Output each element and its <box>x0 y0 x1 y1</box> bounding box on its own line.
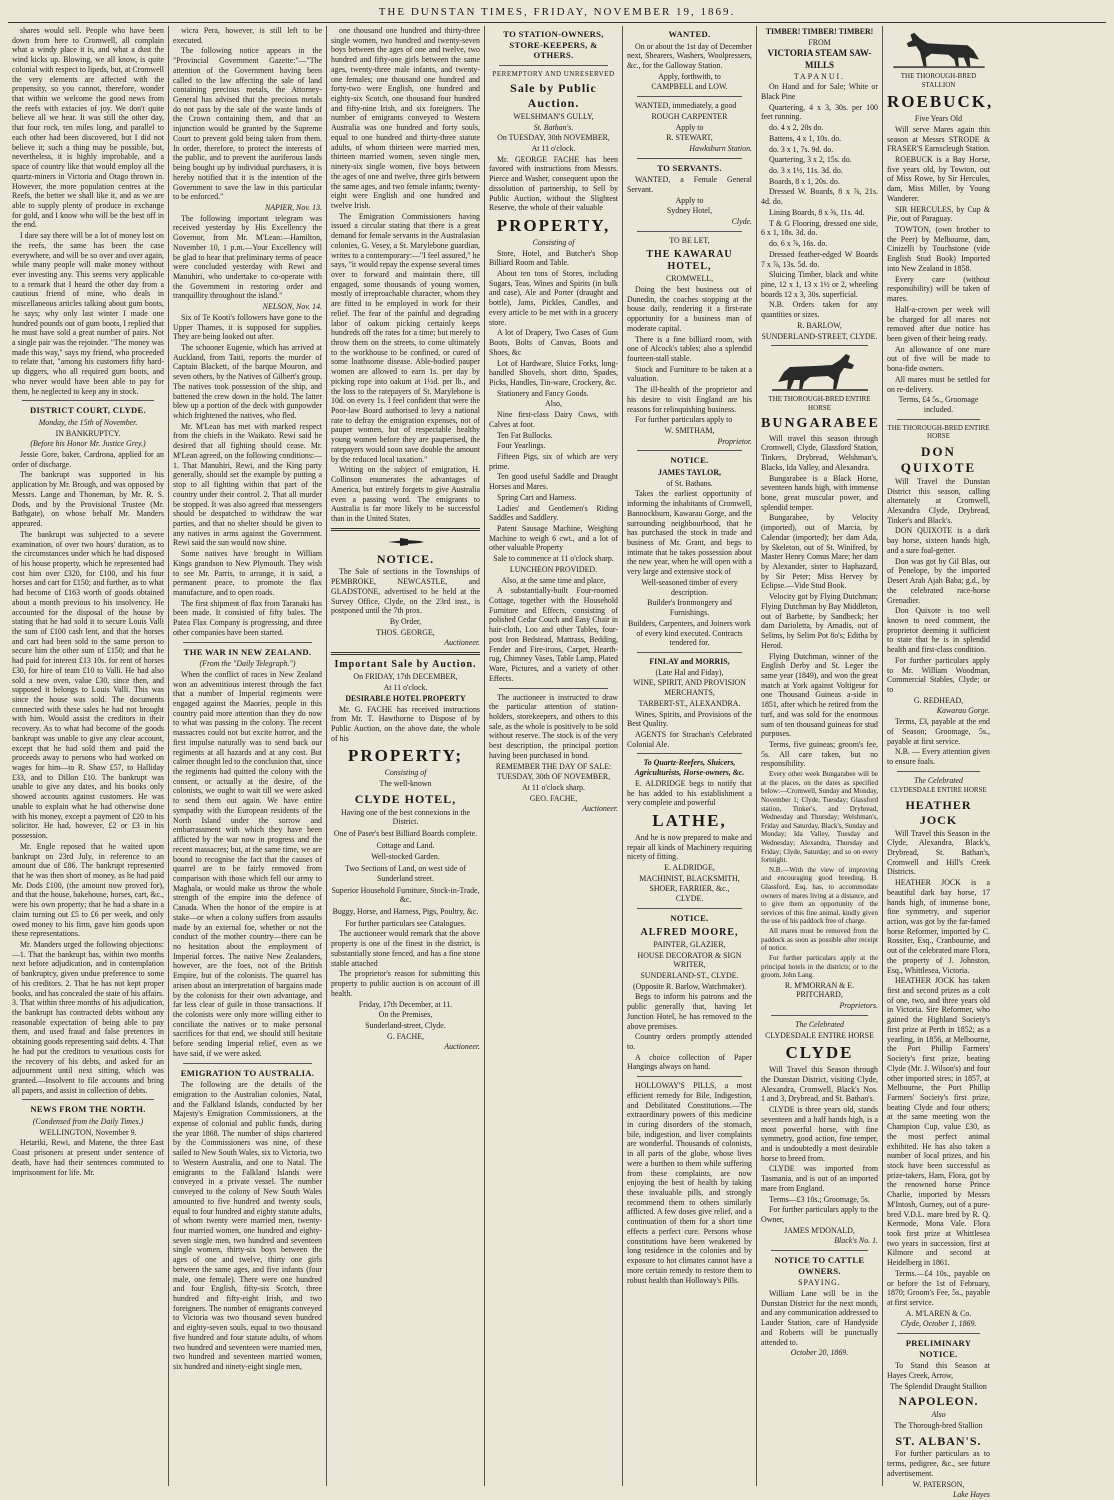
ad-text: SIR HERCULES, by Cup & Pie, out of Paraguay. <box>887 204 990 224</box>
luncheon-note: LUNCHEON PROVIDED. <box>509 564 598 574</box>
sale-heading: Sale by Public Auction. <box>510 81 597 111</box>
heading-preliminary-notice: PRELIMINARY NOTICE. <box>905 1338 972 1359</box>
heading-servants: TO SERVANTS. <box>657 162 722 173</box>
court-date: Monday, the 15th of November. <box>38 417 138 427</box>
ad-text: All mares must be settled for on re-delivery. <box>887 374 990 394</box>
divider <box>637 96 742 97</box>
notice-role: Auctioneer. <box>444 638 480 648</box>
list-item: Nine first-class Dairy Cows, with Calves at foot. <box>489 410 618 429</box>
list-item: Fifteen Pigs, six of which are very prime. <box>489 451 618 471</box>
sale-time: At 11 o'clock. <box>383 683 428 693</box>
to-be-let: TO BE LET, <box>669 235 710 245</box>
ad-text: On or about the 1st day of December next, Shearers, Washers, Woolpressers, &c., for the Galloway Station. <box>627 41 752 70</box>
heading-quartz-reefers: To Quartz-Reefers, Sluicers, Agriculturists, Horse-owners, &c. <box>634 758 745 778</box>
divider <box>897 771 980 772</box>
timber-from: FROM <box>808 37 831 47</box>
price-line: do. 4 x 2, 20s do. <box>769 123 824 133</box>
price-line: do. 6 x ⅞, 16s. do. <box>769 239 828 249</box>
ad-text: Velocity got by Flying Dutchman; Flying Dutchman by Bay Middleton, out of Barbette, by Sandbeck; her dam Darioletta, by Amadis, out of Selims, by Selim Pot 8o's; Editha by Herod. <box>761 592 878 650</box>
divider <box>183 642 312 643</box>
celebrated: The Celebrated <box>795 1019 844 1029</box>
price-line: Battens, 4 x 1, 10s. do. <box>769 133 842 143</box>
ad-text: And he is now prepared to make and repair all kinds of Machinery requiring nicety of fitting. <box>627 832 752 862</box>
ad-text: N.B.—With the view of improving and encouraging good breeding, H. Glassford, Esq. has, to accommodate owners of mares living at a distance, and to give them an opportunity of the services of this fine animal, kindly given the use of his paddock free of charge. <box>761 865 878 926</box>
sale-subplace: St. Bathan's. <box>533 122 574 132</box>
consisting-of: Consisting of <box>384 768 427 778</box>
article-text: Writing on the subject of emigration, H. Collinson enumerates the advantages of America, but entirely forgets to give Australia even a passing word. The emigrants to Australia is far more likely to be successful than in the United States. <box>331 465 480 523</box>
horse-heading: CLYDESDALE ENTIRE HORSE <box>890 786 987 795</box>
commence-note: Sale to commence at 11 o'clock sharp. <box>493 554 614 564</box>
also-note: Also, at the same time and place, <box>501 575 606 585</box>
ad-text: Bungarabee is a Black Horse, seventeen hands high, with immense bone, great muscular power, and splendid temper. <box>761 473 878 512</box>
divider <box>637 652 742 653</box>
price-line: Dressed feather-edged W Boards 7 x ⅞, 13s. 5d. do. <box>761 249 878 269</box>
ad-signature: CAMPBELL and LOW. <box>651 82 728 92</box>
terms: Terms—£3 10s.; Groomage, 5s. <box>769 1194 870 1204</box>
ad-signature: E. ALDRIDGE, <box>664 863 715 873</box>
heading-notice: NOTICE. <box>376 551 435 566</box>
price-line: Quartering, 4 x 3, 30s. per 100 feet running. <box>761 102 878 122</box>
property-heading: PROPERTY; <box>347 746 463 766</box>
dateline: NAPIER, Nov. 13. <box>264 202 322 212</box>
sawmills-place: TAPANUI. <box>793 71 846 81</box>
horse-engraving-icon <box>891 29 987 69</box>
article-text: Hetariki, Rewi, and Matene, the three East Coast prisoners at present under sentence of death, have had their sentences commuted to imprisonment for life. Mr. <box>12 1138 164 1177</box>
ad-role: Proprietors. <box>839 1001 878 1011</box>
list-item: Store, Hotel, and Butcher's Shop Billiard Room and Table. <box>489 248 618 268</box>
ad-text: On Hand and for Sale; White or Black Pine <box>761 82 878 101</box>
article-text: Mr. Engle reposed that he waited upon bankrupt on 23rd July, in reference to an amount due of £86. The bankrupt represented that he was then short of money, as he had paid Mr. Dods £100, (the amount now proved for), and that the house, bakehouse, horses, cart, &c., were his own property; that he had a share in a claim turning out £5 to £6 per week, and only owed money to his firm, gave him goods upon these representations. <box>12 841 164 939</box>
divider <box>637 1076 742 1077</box>
terms: Terms, £4 5s., Groomage included. <box>898 395 979 414</box>
article-text: Jessie Gore, baker, Cardrona, applied for an order of discharge. <box>12 450 164 469</box>
article-text: one thousand one hundred and thirty-three single women, two hundred and twenty-seven boys between the ages of one and twelve, two hundred and fifty-one girls between the same ages, twenty-three male infants, and twenty-one females; one thousand one hundred and forty-two were English, one hundred and eighty-six Scotch, one thousand four hundred and fifty-nine Irish, and six foreigners. The number of emigrants conveyed to Western Australia was one hundred and forty souls, equal to one hundred and thirty-three statute adults, of whom thirteen were married men, thirteen married women, seven single men, ninety-six single women, five boys between the ages of one and twelve, three girls between the same ages, and two female infants; twenty-eight were English and one hundred and twelve Irish. <box>331 26 480 210</box>
divider <box>183 1063 312 1064</box>
ad-trade: HOUSE DECORATOR & SIGN WRITER, <box>637 950 742 970</box>
divider <box>637 231 742 232</box>
also-note: Also <box>931 1410 946 1420</box>
list-item: Stationery and Fancy Goods. <box>497 388 589 398</box>
horse-heading: THE THOROUGH-BRED ENTIRE HORSE <box>768 395 871 412</box>
auctioneer-role: Auctioneer. <box>444 1042 480 1052</box>
price-line: Sluicing Timber, black and white pine, 12 x 1, 13 x 1½ or 2, wheeling boards 12 x 3, 30s. superficial. <box>761 270 878 299</box>
price-line: do. 3 x 1, 7s. 9d. do. <box>769 144 834 154</box>
stallion-heading: THE THOROUGH-BRED STALLION <box>900 72 977 89</box>
well-known: The well-known <box>379 779 432 789</box>
don-quixote-name: DON QUIXOTE <box>900 443 977 475</box>
ad-text: For further particulars apply at the principal hotels in the districts; or to the groom, John Lang. <box>761 953 878 980</box>
heading-important-sale: Important Sale by Auction. <box>334 659 477 671</box>
ad-text: Terms, five guineas; groom's fee, 5s. All care taken, but no responsibility. <box>761 739 878 769</box>
list-item: Buggy, Horse, and Harness, Pigs, Poultry, &c. <box>332 907 479 917</box>
divider <box>637 158 742 159</box>
masthead: THE DUNSTAN TIMES, FRIDAY, NOVEMBER 19, 1869. <box>8 6 1106 23</box>
ad-sub: (Opposite R. Barlow, Watchmaker). <box>632 981 747 991</box>
sale-time: At 11 o'clock. <box>531 143 576 153</box>
sale-heading: DESIRABLE HOTEL PROPERTY <box>345 693 466 703</box>
column-2 <box>168 26 326 1486</box>
ad-apply: Apply to <box>675 195 704 205</box>
ad-text: CLYDE was imported from Tasmania, and is out of an imported mare from England. <box>761 1164 878 1193</box>
column-4 <box>484 26 622 1486</box>
ad-name: JAMES TAYLOR, <box>658 468 721 477</box>
ad-text: Half-a-crown per week will be charged for all mares not removed after due notice has been given of their being ready. <box>887 304 990 343</box>
remember-note: REMEMBER THE DAY OF SALE: <box>495 761 612 771</box>
ad-text: E. ALDRIDGE begs to notify that he has added to his establishment a very complete and powerful <box>627 778 752 808</box>
article-text: Some natives have brought in William Kings grandson to New Plymouth. They wish to see Mr. Parris, to arrange, it is said, a permanent peace, to promote the flax manufacture, and to open roads. <box>173 549 322 597</box>
ad-text: Don Quixote is too well known to need comment, the proprietor deeming it sufficient to state that he is in splendid health and first-class condition. <box>887 606 990 655</box>
article-text: Mr. Manders urged the following objections:—1. That the bankrupt has, within two months next before adjudication, and in contemplation of bankruptcy, given undue preference to some of his creditors. 2. That he has not kept proper books, and has concealed the state of his affairs. 3. That within three months of his adjudication, the bankrupt has contracted debts without any reasonable expectation of being able to pay them, and used fraud and false pretences in obtaining goods representing said debts. 4. That he had put the creditors to vexatious costs for the recovery of his debts, and asked for an adjournment until next sitting, which was granted.—Insolvent to file accounts and bring all papers, and assist in collection of debts. <box>12 939 164 1095</box>
article-text: I dare say there will be a lot of money lost on the reefs, the same has been the case everywhere, and will be so over and over again, while many people will make money without ever investing any. This seems very applicable to a remark that I heard the other day from a cautious friend of mine, who deals in miscellaneous articles talking about gum boots, he says; why only last winter I made one hundred pounds out of gum boots, I replied that he must have sold a great number of pairs. Not a single pair was the rejoinder. "The money was made this way," says my friend, who proceeded to relate that, "among his customers fifty hard-up diggers, who all required gum boots, and who never would have been able to pay for them, he neglected to keep any in stock. <box>12 231 164 396</box>
court-before: (Before his Honor Mr. Justice Grey.) <box>30 439 146 449</box>
war-source: (From the "Daily Telegraph.") <box>199 659 296 669</box>
ad-text: Country orders promptly attended to. <box>627 1032 752 1051</box>
ad-text: Stock and Furniture to be taken at a valuation. <box>627 364 752 384</box>
sale-place: WELSHMAN'S GULLY, <box>513 111 594 121</box>
ad-trade: PAINTER, GLAZIER, <box>653 939 726 949</box>
roebuck-age: Five Years Old <box>914 114 963 124</box>
ad-text: N.B. — Every attention given to ensure foals. <box>887 747 990 766</box>
ad-text: The ill-health of the proprietor and his desire to visit England are his reasons for relinquishing business. <box>627 385 752 414</box>
ad-text: To Stand this Season at Hayes Creek, Arrow, <box>887 1361 990 1381</box>
sale-date-repeat: Friday, 17th December, at 11. <box>358 999 453 1009</box>
notice-by: By Order, <box>389 617 422 626</box>
ad-text: Every care (without responsibility) will be taken of mares. <box>887 274 990 304</box>
price-line: Lining Boards, 8 x ⅝, 11s. 4d. <box>769 207 865 217</box>
ad-text: Will Travel this Season through the Dunstan District, visiting Clyde, Alexandra, Cromwell, Black's Nos. 1 and 3, Drybread, and St. Bathan's. <box>761 1065 878 1104</box>
ad-place: SUNDERLAND-ST., CLYDE. <box>640 970 739 980</box>
ad-sub: The Thorough-bred Stallion <box>894 1420 983 1430</box>
article-text: Mr. M'Lean has met with marked respect from the chiefs in the Waikato. Rewi said he desired that all fighting should cease. Mr. M'Lean agreed, on the following conditions:—1. That Manuhiri, Rewi, and the King party generally, should set the example by putting a stop to all fighting within that part of the country under their control. 2. That all murder be stopped. It was also agreed that messengers should be despatched to withdraw the war parties, and that no shelter should be given to any natives in arms against the Government. Rewi said the sun would now shine. <box>173 421 322 548</box>
sale-text: The auctioneer would remark that the above property is one of the finest in the district, is substantially stone fenced, and has a fine stone stable attached <box>331 929 480 968</box>
sale-address: Sunderland-street, Clyde. <box>365 1020 446 1030</box>
ad-date: Clyde, October 1, 1869. <box>900 1319 977 1329</box>
ad-text: Will serve Mares again this season at Messrs STRODE & FRASER'S Earnscleugh Station. <box>887 124 990 154</box>
roebuck-name: ROEBUCK, <box>887 92 994 112</box>
divider <box>637 753 742 754</box>
ad-trade: MACHINIST, BLACKSMITH, SHOER, FARRIER, &c., <box>639 873 740 893</box>
peremptory: PEREMPTORY AND UNRESERVED <box>492 69 615 78</box>
ad-text: Builder's Ironmongery and Furnishings. <box>647 598 732 618</box>
list-item: Superior Household Furniture, Stock-in-Trade, &c. <box>331 885 480 905</box>
napoleon-name: NAPOLEON. <box>898 1394 979 1409</box>
list-item: One of Paser's best Billiard Boards complete. <box>333 829 478 839</box>
ad-text: Takes the earliest opportunity of informing the inhabitants of Cromwell, Bannockburn, Kawarau Gorge, and the surrounding neighbourhood, that he has purchased the stock in trade and business of Mr. Grant, and begs to intimate that he takes possession about the new year, when he will open with a very large and extensive stock of <box>627 489 752 577</box>
ad-place: Clyde. <box>731 217 752 227</box>
ad-text: Don was got by Gil Blas, out of Penelope, by the imported Desert Arab Ajah Baba; g.d., by the celebrated race-horse Grenadier. <box>887 556 990 605</box>
ad-place: CLYDE. <box>675 894 704 904</box>
article-text: The Emigration Commissioners having issued a circular stating that there is a great demand for female servants in the Australasian colonies, G. Vesey, a St. Marylebone guardian, writes to a contemporary:—"I feel assured," he says, "it would repay the expense several times over to forward and maintain there, till engaged, some thousands of young women, mostly of irreproachable character, whom they are fitted to be employed in work for their relief. The fear of the painful and degrading labor of oakum picking certainly keeps hundreds off the rates for a time; but merely to throw them on the streets, to come ultimately to the workhouse to be confined, or cured of some loathsome disease. Able-bodied pauper women are allowed to earn 1s. per day by picking rope into oakum at 1½d. per lb., and the loss to the ratepayers of St. Marylebone is 10d. on every 1s. I feel confident that were the Poor-law Board authorised to levy a national rate to defray the emigration expenses, not of pauper women, but of respectable healthy young women before they are pauperised, the ratepayers would soon save double the amount by the reduced local taxation." <box>331 211 480 464</box>
ad-text: Doing the best business out of Dunedin, the coaches stopping at the house daily, rendering it a first-rate opportunity for a business man of moderate capital. <box>627 284 752 333</box>
court-subheading: IN BANKRUPTCY. <box>55 428 121 438</box>
ad-text: WANTED, immediately, a good <box>635 101 737 111</box>
sale-text: A substantially-built Four-roomed Cottage, together with the Household Furniture and Effects, consisting of polished Cedar Couch and Easy Chair in hair-cloth, Loo and other Tables, four-post Iron Bedstead, Mattrass, Bedding, Fender and Fire-irons, Carpet, Hearth-rug, Chimney Vases, Table Lamp, Plated Ware, Pictures, and a variety of other Effects. <box>489 586 618 683</box>
ad-text: TOWTON, (own brother to the Peer) by Melbourne, dam, Cinizelli by Touchstone (vide English Stud Book) Imported into New Zealand in 1858. <box>887 225 990 273</box>
catalogue-note: For further particulars see Catalogues. <box>345 918 466 928</box>
ad-place: Hawksburn Station. <box>689 144 752 154</box>
ad-text: Bungarabee, by Velocity (imported), out of Marcia, by Calendar (imported); her dam Ada, by Skeleton, out of St. Winifred, by Master Henry Comus Mare; her dam by Alexander, sister to Haphazard, by Sir Peter; Miss Hervey by Eclipse.—Vide Stud Book. <box>761 513 878 591</box>
sale-text: The auctioneer is instructed to draw the particular attention of station-holders, storekeepers, and others to this sale, as the whole is positively to be sold without reserve. The stock is of the very best description, the principal portion having been purchased in bond. <box>489 692 618 760</box>
ad-place: Kawarau Gorge. <box>936 706 990 716</box>
ad-text: DON QUIXOTE is a dark bay horse, sixteen hands high, and a sure foal-getter. <box>887 526 990 555</box>
st-albans-name: ST. ALBAN'S. <box>895 1433 982 1448</box>
kawarau-hotel: THE KAWARAU HOTEL, <box>646 248 733 272</box>
list-item: Cottage and Land. <box>376 840 435 850</box>
ad-text: Begs to inform his patrons and the public generally that, having let Junction Hotel, he has removed to the above premises. <box>627 992 752 1031</box>
horse-engraving-icon <box>770 350 870 392</box>
ad-signature: JAMES M'DONALD, <box>784 1225 855 1235</box>
column-3 <box>326 26 484 1486</box>
ad-signature: W. PATERSON, <box>912 1479 965 1489</box>
list-item: Well-stocked Garden. <box>371 852 440 862</box>
list-item: Also, <box>545 399 562 409</box>
ad-signature: A. M'LAREN & Co. <box>905 1308 972 1318</box>
article-text: The following are the details of the emigration to the Australian colonies, Natal, and the Falkland Islands, conducted by her Majesty's Emigration Commissioners, at the expense of colonial and public funds, during the year 1868. The number of ships chartered by the Commissioners was nine, of these sailed to New South Wales, six to Victoria, two to Western Australia, and one to Natal. The emigrants to the Falkland Islands were conveyed in a private vessel. The number conveyed to the colony of New South Wales amounted to five hundred and twenty souls, equal to four hundred and eighty statute adults, of whom twenty were married men, twenty-four married women, one hundred and eighty-seven single men, two hundred and seventeen single women, thirty-six boys between the ages of one and twelve, thirty one girls between the same ages, and five infants (four male, one female). There were one hundred and four English, fifty-six Scotch, three hundred and fifty-eight Irish, and two foreigners. The number of emigrants conveyed to Victoria was two thousand seven hundred and eighty-seven souls, equal to two thousand five hundred and four statute adults, of whom two hundred and seventeen were married men, two hundred and seventeen married women, six hundred and ninety-eight single men, <box>173 1080 322 1371</box>
consisting-of: Consisting of <box>532 237 575 247</box>
ad-signature: R. STEWART, <box>666 133 713 143</box>
divider <box>771 1015 868 1016</box>
notice-text: The Sale of sections in the Townships of PEMBROKE, NEWCASTLE, and GLADSTONE, advertised to be held at the Survey Office, Clyde, on the 23rd inst., is postponed until the 7th prox. <box>331 567 480 616</box>
ad-signature: W. SMITHAM, <box>664 426 715 435</box>
property-heading: PROPERTY, <box>496 215 611 235</box>
article-text: The bankrupt was supported in his application by Mr. Brough, and was opposed by Messrs. Lange and Thoneman, by Mr. R. S. Dods, and by the Provisional Trustee (Mr. Bathgate), on whose behalf Mr. Manders appeared. <box>12 470 164 529</box>
on-premises: On the Premises, <box>378 1010 433 1020</box>
horse-heading: CLYDESDALE ENTIRE HORSE <box>765 1030 874 1040</box>
divider <box>499 65 608 66</box>
celebrated: The Celebrated <box>914 775 963 785</box>
heading-notice: NOTICE. <box>670 912 709 923</box>
dateline: NELSON, Nov. 14. <box>262 302 322 312</box>
ad-date: October 20, 1869. <box>790 1348 849 1358</box>
lathe-heading: LATHE, <box>652 811 727 830</box>
ad-place: of St. Bathans. <box>666 478 713 488</box>
clyde-name: CLYDE <box>785 1043 854 1063</box>
list-item: Two Sections of Land, on west side of Sunderland street. <box>345 864 466 883</box>
divider <box>499 688 608 689</box>
ad-text: Terms.—£4 10s., payable on or before the 1st of February, 1870; Groom's Fee, 5s., payable at first service. <box>887 1268 990 1308</box>
article-text: The following important telegram was received yesterday by His Excellency the Governor, from Mr. M'Lean:—Hamilton, November 10, 1 p.m.—Your Excellency will be glad to hear that preliminary terms of peace were concluded yesterday with Rewi and Manuhiri, who undertake to co-operate with the Government in restoring order and tranquillity throughout the island." <box>173 213 322 301</box>
ad-text: CLYDE is three years old, stands seventeen and a half hands high, is a most powerful horse, with fine symmetry, good action, fine temper, and is undoubtedly a most desirable horse to breed from. <box>761 1105 878 1163</box>
ad-text: Builders, Carpenters, and Joiners work of every kind executed. Contracts tendered for. <box>628 618 751 648</box>
article-text: The schooner Eugenie, which has arrived at Auckland, from Taiti, reports the murder of Captain Blackett, of the barque Mouron, and seven others, by the Natives of Gilbert's group. The natives took possession of the ship, and battened the crew down in the hold. The latter blew up a portion of the deck with gunpowder which frightened the natives, who fled. <box>173 343 322 421</box>
heading-war: THE WAR IN NEW ZEALAND. <box>183 646 312 657</box>
list-item: Ladies' and Gentlemen's Riding Saddles and Saddlery. <box>489 503 618 523</box>
ad-signature: R. BARLOW, <box>797 320 842 330</box>
notice-signature: THOS. GEORGE, <box>376 627 435 637</box>
ad-place: TARBERT-ST., ALEXANDRA. <box>638 698 741 708</box>
sale-date: On TUESDAY, 30th NOVEMBER, <box>497 133 610 143</box>
divider <box>22 400 154 401</box>
hotel-name: CLYDE HOTEL, <box>354 791 457 806</box>
ad-text: ROEBUCK is a Bay Horse, five years old, by Towton, out of Miss Rowe, by Sir Hercules, dam, Miss Miller, by Young Wanderer. <box>887 155 990 203</box>
ad-name: ALFRED MOORE, <box>640 926 739 938</box>
auctioneer-role: Auctioneer. <box>582 804 618 814</box>
list-item: Ten good useful Saddle and Draught Horses and Mares. <box>489 472 618 492</box>
price-line: T & G Flooring, dressed one side, 6 x 1, 18s. 3d. do. <box>761 218 878 238</box>
ad-text: Will travel this season through Cromwell, Clyde, Glassford Station, Tinkers, Drybread, Welshman's, Blacks, Ida Valley, and Alexandra. <box>761 433 878 472</box>
ad-text: Flying Dutchman, winner of the English Derby and St. Leger the same year (1849), and won the great match at York against Voltigeur for one Thousand Guineas a-side in 1851, after which he retired from the turf, and was sold for the enormous sum of ten thousand guineas for stud purposes. <box>761 651 878 739</box>
ad-role: Proprietor. <box>717 436 752 446</box>
ad-sub: The Splendid Draught Stallion <box>890 1381 987 1391</box>
price-line: do. 3 x 1½, 11s. 3d. do. <box>769 166 843 176</box>
ad-place: SUNDERLAND-STREET, CLYDE. <box>761 331 878 341</box>
column-1 <box>8 26 168 1486</box>
ad-place: Lake Hayes <box>952 1490 990 1500</box>
column-5 <box>622 26 756 1486</box>
divider <box>331 528 480 531</box>
article-text: Six of Te Kooti's followers have gone to the Upper Thames, it is supposed for supplies. They are being looked out after. <box>173 312 322 342</box>
sale-text: Mr. G. FACHE has received instructions from Mr. T. Hawthorne to Dispose of by Public Auction, on the above date, the whole of his <box>331 704 480 743</box>
auctioneer-signature: GEO. FACHE, <box>529 793 578 803</box>
ad-text: For further particulars apply to Mr. William Woodman, Commercial Stables, Clyde; or to <box>887 655 990 694</box>
news-source: (Condensed from the Daily Times.) <box>32 1117 144 1127</box>
article-text: wicra Pera, however, is still left to be executed. <box>173 26 322 45</box>
heather-jock-name: HEATHER JOCK <box>905 798 972 827</box>
horse-heading: THE THOROUGH-BRED ENTIRE HORSE <box>887 423 990 441</box>
news-dateline: WELLINGTON, November 9. <box>39 1127 137 1137</box>
list-item: Spring Cart and Harness. <box>497 492 577 502</box>
heading-district-court: DISTRICT COURT, CLYDE. <box>30 405 146 416</box>
divider <box>22 1099 154 1100</box>
column-7 <box>882 26 994 1500</box>
pointing-hand-icon <box>386 535 426 549</box>
column-6 <box>756 26 882 1486</box>
kawarau-place: CROMWELL, <box>665 274 714 284</box>
ad-text: There is a fine billiard room, with one of Alcock's tables; also a splendid fourteen-stall stable. <box>627 334 752 363</box>
sale-date-repeat: TUESDAY, 30th OF NOVEMBER, <box>496 772 611 782</box>
bungarabee-name: BUNGARABEE <box>761 416 880 432</box>
article-text: shares would sell. People who have been down from here to Cromwell, all complain what a windy place it is, and what a dust the wind kicks up. Blowing, we all know, is quite colonial with respect to lipeds, but, at Cromwell the very elements are affected with the propensity, so you cannot, therefore, wonder that within we welcome the good news from the reefs with extacies of joy. We don't quite believe all we hear. It was still the other day, that four rock, ten miles long, and parallel to each other had been discovered, but I did not believe it; such a thing may be possible, but, nevertheless, it is highly improbable, and a space of country like that would employ all the quartz-miners in Victoria and Otago thrown in. However, the more population centres at the Reefs, the better we shall like it, and as we are able to supply plenty of produce in exchange for gold, and I know who will be the best off in the end. <box>12 26 164 230</box>
spaying-heading: SPAYING. <box>798 1278 841 1288</box>
sawmills-heading: VICTORIA STEAM SAW-MILLS <box>767 48 872 70</box>
ad-text: Wines, Spirits, and Provisions of the Best Quality. <box>627 709 752 729</box>
list-item: Ten Fat Bullocks. <box>497 430 553 440</box>
ad-text: For further particulars apply to <box>635 415 733 425</box>
sale-time-repeat: At 11 o'clock sharp. <box>522 782 585 792</box>
property-list <box>331 829 480 917</box>
hotel-note: Having one of the best connexions in the District. <box>340 807 471 827</box>
columns <box>8 26 1106 1500</box>
ad-sub: (Late Hal and Fiday), <box>655 667 724 677</box>
ad-text: HEATHER JOCK has taken first and second prizes as a colt of one, two, and three years old in Victoria. Sire Reformer, who gained the Highland Society's first prize at Perth in 1852; as a yearling, in 1856, at Melbourne, the Port Phillip Farmers' Society's first prize, beating Clyde (Mr. J. Wilson's) and four other imported sires; in 1857, at Melbourne, the Port Phillip Farmers' Society's first prize, beating Clyde and four others; at the same meeting won the Champion Cup, value £30, as the most perfect animal exhibited. He has also taken a number of local prizes, and his stock have been successful as prize-takers, Ham, Flora, got by the renowned horse Prince Charlie, imported by Messrs M'Intosh, Gurney, out of a pure-bred V.D.L. mare bred by R. Q. Kermode, Mona Vale. Flora took first prize at Whittlesea two years in succession, first at Kilmore and second at Heidelberg in 1861. <box>887 976 990 1268</box>
price-line: Quartering, 3 x 2, 15s. do. <box>769 155 852 165</box>
ad-text: HEATHER JOCK is a beautiful dark bay horse, 17 hands high, of immense bone, fine symmetry, and superior action, was got by the far-famed horse Reformer, imported by C. Rossiter, Esq., Cranbourne, and out of the celebrated mare Flora, the property of J. Johnston, Esq., Whittlesea, Victoria. <box>887 878 990 975</box>
ad-text: All mares must be removed from the paddock as soon as possible after receipt of notice. <box>761 927 878 953</box>
list-item: About ten tons of Stores, including Sugars, Teas, Wines and Spirits (in bulk and case), Ale and Porter (draught and bottle), Jams, Pickles, Candles, and every article to be met with in a grocery store. <box>489 269 618 327</box>
ad-text: AGENTS for Strachan's Celebrated Colonial Ale. <box>627 729 752 749</box>
ad-text: WANTED, a Female General Servant. <box>627 175 752 195</box>
ad-text: Every other week Bungarabee will be at the places, on the dates as specified below:—Cromwell, Sunday and Monday, November 1; Clyde, Tuesday; Glassford station, Tinker's, and Drybread, Wednesday and Thursday; Welshman's, Friday and Saturday, Black's, Sunday and Monday; Ida Valley, Tuesday and Wednesday; Alexandra, Thursday and Friday; Clyde, Saturday; and so on every fortnight. <box>761 770 878 865</box>
ad-text: An allowance of one mare out of five will be made to bona-fide owners. <box>887 344 990 374</box>
ad-text: A choice collection of Paper Hangings always on hand. <box>627 1052 752 1072</box>
heading-station-owners: TO STATION-OWNERS, STORE-KEEPERS, & OTHERS. <box>503 29 604 61</box>
ad-text: Will Travel this Season in the Clyde, Alexandra, Black's, Drybread, St. Bathan's, Cromwell and Hill's Creek Districts. <box>887 828 990 877</box>
article-text: The following notice appears in the "Provincial Government Gazette:"—"The attention of the Government having been called to the law affecting the sale of land containing precious metals, the Attorney-General has advised that the precious metals do not pass by the sale of the waste lands of the Crown containing them, and that an injunction would be granted by the Supreme Court to prevent gold being taken from them. In order, therefore, to protect the interests of the public, and to prevent the auriferous lands being bought up by individual purchasers, it is hereby notified that it is the intention of the Government to save the law in this particular to be enforced." <box>173 46 322 202</box>
ad-apply: Apply to <box>675 122 704 132</box>
timber-heading: TIMBER! TIMBER! TIMBER! <box>765 27 874 36</box>
ad-signature: R. M'MORRAN & E. PRITCHARD, <box>784 980 855 1000</box>
ad-text: For further particulars as to terms, pedigree, &c., see future advertisement. <box>887 1449 990 1478</box>
ad-item: ROUGH CARPENTER <box>651 111 728 121</box>
divider <box>771 345 868 346</box>
divider <box>897 1333 980 1334</box>
divider <box>637 450 742 451</box>
article-text: The first shipment of flax from Taranaki has been made. It consisted of fifty bales. The Patea Flax Company is progressing, and three other companies have been started. <box>173 598 322 637</box>
ad-text: N.B. Orders taken for any quantities or sizes. <box>761 300 878 320</box>
sale-text: The proprietor's reason for submitting this property to public auction is on account of ill health. <box>331 969 480 998</box>
heading-notice: NOTICE. <box>670 455 709 466</box>
divider <box>637 908 742 909</box>
list-item: Patent Sausage Machine, Weighing Machine to weigh 6 cwt., and a lot of other valuable Property <box>489 524 618 553</box>
divider <box>897 419 980 420</box>
price-line: Dressed W. Boards, 8 x ⅞, 21s. 4d. do. <box>761 187 878 207</box>
ad-text: William Lane will be in the Dunstan District for the next month, and any communication addressed to Lauder Station, care of Handyside and Roberts will be punctually attended to. <box>761 1289 879 1347</box>
heading-cattle-owners: NOTICE TO CATTLE OWNERS. <box>774 1255 865 1276</box>
list-item: A lot of Drapery, Two Cases of Gum Boots, Bolts of Canvas, Boots and Shoes, &c <box>489 328 618 357</box>
sale-date: On FRIDAY, 17th DECEMBER, <box>353 672 458 682</box>
ad-text: HOLLOWAY'S PILLS, a most efficient remedy for Bile, Indigestion, and Debilitated Constitutions.—The extraordinary powers of this medicine in curing disorders of the stomach, bile, indigestion, and liver complaints are wonderful. Thousands of colonists, in all parts of the globe, whose lives were a burthen to them while suffering from these complaints, are now enjoying the best of health by taking these invaluable pills, and strongly recommend them to others similarly afflicted. A few doses give relief, and a continuation of them for a short time effects a perfect cure. Persons whose constitutions have been weakened by long residence in the colonies and by exposure to hot climates cannot have a more certain remedy to restore them to robust health than Holloway's Pills. <box>627 1081 752 1285</box>
auctioneer-signature: G. FACHE, <box>387 1031 424 1041</box>
ad-text: Well-seasoned timber of every description. <box>641 577 738 597</box>
ad-place: Black's No. 1. <box>834 1236 878 1246</box>
article-text: The bankrupt was subjected to a severe examination, of over two hours' duration, as to the circumstances under which he had disposed of his house property, which he represented had cost him over £320, for £100, and his four horses and cart for £150; and further, as to what had become of £163 worth of goods obtained about a month previous to his insolvency. He accounted for the disposal of the house by stating that he had sold it to secure Louis Valli the sum of £100 cash lent, and that the horses and cart had been sold to the same person to secure him the other sum of £150; and that he had paid for interest £13 10s. for rent of horses £30, for hire of team £10 to Valli. He had also sold a new oven, value £30, since then, and supposed it belongs to Louis Valli. This was since the house was sold. The documents connected with these sales he had not brought with him. Would assist the creditors in their recovery. As to what had become of the goods bankrupt was unable to give any clear account, except that he had sold them and paid the proceeds away to persons who had worked on wages for him—to R. Shaw £57, to Halliday £33, and to Dillon £10. The bankrupt was unable to give any dates, and his books only showed accounts against customers. He was unable to explain what he had otherwise done with his money, except a payment of £20 to his solicitor. He had, however, £2 or £3 in his possession. <box>12 529 164 841</box>
ad-signature: G. REDHEAD, <box>913 695 964 705</box>
ad-text: Will Travel the Dunstan District this season, calling alternately at Cromwell, Alexandra Clyde, Drybread, Tinker's and Black's. <box>887 476 990 525</box>
divider <box>331 652 480 655</box>
ad-text: For further particulars apply to the Owner, <box>761 1205 878 1225</box>
heading-wanted: WANTED. <box>668 29 711 39</box>
article-text: When the conflict of races in New Zealand won an adventitious interest through the fact that a number of Imperial regiments were engaged against the Maories, people in this country paid more attention than they do now to what was passing in the colony. The recent massacres could not but excite horror, and the first impulse naturally was to send back our regiments at all hazards and at any cost. But calmer thought led to the conclusion that, since the regiments had quitted the colony with the consent, or actually at the desire, of the colonists, we ought to wait till we were asked to send them out again. We have entire sympathy with the European residents of the North Island under the sorrow and embarrassment with which they have been afflicted by the war now in progress and the recent massacres; but, at the same time, we are bound to recognise the fact that the causes of quarrel are to be fairly removed from comparison with those which fell our army to Maghala, or would make us throw the whole strength of the empire into the defence of Canada. When the honor of the empire is at stake—or when a colony suffers from assaults made by an external foe, whether or not the conduct of the mother country—there can be no hesitation about the employment of Imperial forces. The native New Zealanders, however, are the foes, not of the British Empire, but of the colonists. The quarrel has arisen about an interpretation of bargains made by the colonists for their own advantage, and far less clear of guile in those transactions. If the colonists were only more willing either to conciliate the natives or to make personal sacrifices for that end, we should still hesitate before sending Imperial relief, even as we have said, if we were asked. <box>173 669 323 1058</box>
sale-text: Mr. GEORGE FACHE has been favored with instructions from Messrs. Pierce and Washer, consequent upon the dissolution of partnership, to Sell by Public Auction, without the Slightest Reserve, the whole of their valuable <box>489 154 618 213</box>
list-item: Four Yearlings. <box>497 441 546 451</box>
divider <box>771 1250 868 1251</box>
ad-name: FINLAY and MORRIS, <box>649 656 730 666</box>
ad-trade: WINE, SPIRIT, AND PROVISION MERCHANTS, <box>633 678 746 698</box>
price-line: Boards, 8 x 1, 20s. do. <box>769 176 840 186</box>
heading-news-north: NEWS FROM THE NORTH. <box>30 1104 146 1115</box>
heading-emigration: EMIGRATION TO AUSTRALIA. <box>180 1067 315 1078</box>
ad-signature: Sydney Hotel, <box>666 206 713 216</box>
ad-text: Terms, £3, payable at the end of Season; Groomage, 5s., payable at first service. <box>887 717 990 746</box>
ad-apply: Apply, forthwith, to <box>658 71 721 81</box>
list-item: Lot of Hardware, Sluice Forks, long-handled Shovels, short ditto, Spades, Picks, Handles, Tin-ware, Crockery, &c. <box>489 358 618 387</box>
